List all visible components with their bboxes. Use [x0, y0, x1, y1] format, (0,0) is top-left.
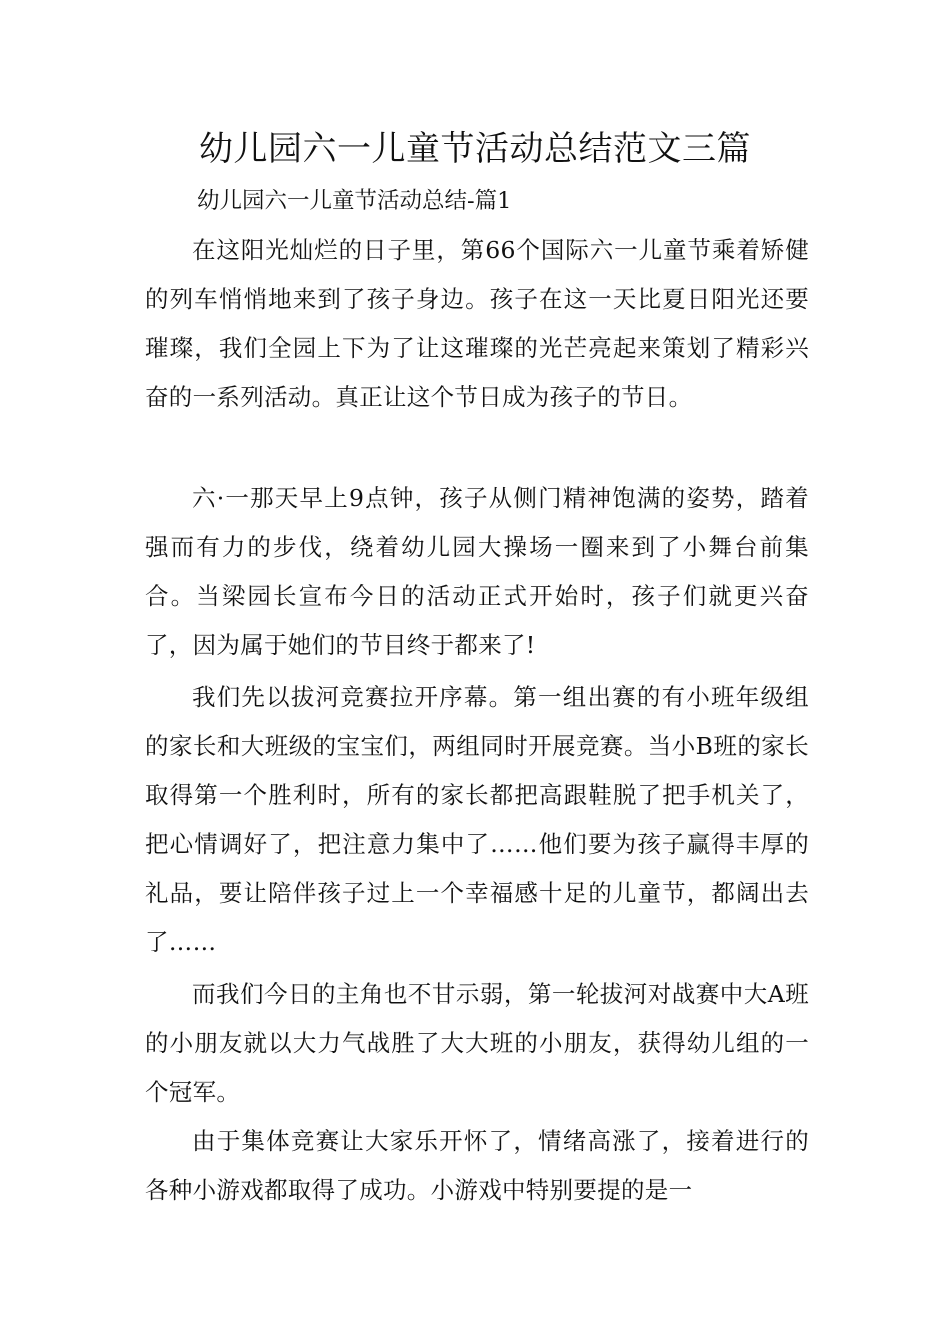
document-title: 幼儿园六一儿童节活动总结范文三篇 [199, 129, 751, 169]
paragraph-1: 在这阳光灿烂的日子里，第66个国际六一儿童节乘着矫健的列车悄悄地来到了孩子身边。孩子在这一天比夏日阳光还要璀璨，我们全园上下为了让这璀璨的光芒亮起来策划了精彩兴奋的一系列活动。真正让这个节日成为孩子的节日。 [145, 236, 809, 411]
section-heading: 幼儿园六一儿童节活动总结-篇1 [197, 188, 512, 214]
paragraph-3: 我们先以拔河竞赛拉开序幕。第一组出赛的有小班年级组的家长和大班级的宝宝们，两组同时开展竞赛。当小B班的家长取得第一个胜利时，所有的家长都把高跟鞋脱了把手机关了，把心情调好了，把注意力集中了……他们要为孩子赢得丰厚的礼品，要让陪伴孩子过上一个幸福感十足的儿童节，都阔出去了…… [145, 683, 809, 956]
paragraph-2: 六·一那天早上9点钟，孩子从侧门精神饱满的姿势，踏着强而有力的步伐，绕着幼儿园大操场一圈来到了小舞台前集合。当梁园长宣布今日的活动正式开始时，孩子们就更兴奋了，因为属于她们的节目终于都来了! [145, 484, 809, 659]
paragraph-4: 而我们今日的主角也不甘示弱，第一轮拔河对战赛中大A班的小朋友就以大力气战胜了大大班的小朋友，获得幼儿组的一个冠军。 [145, 980, 809, 1106]
paragraph-5: 由于集体竞赛让大家乐开怀了，情绪高涨了，接着进行的各种小游戏都取得了成功。小游戏中特别要提的是一 [145, 1127, 809, 1204]
